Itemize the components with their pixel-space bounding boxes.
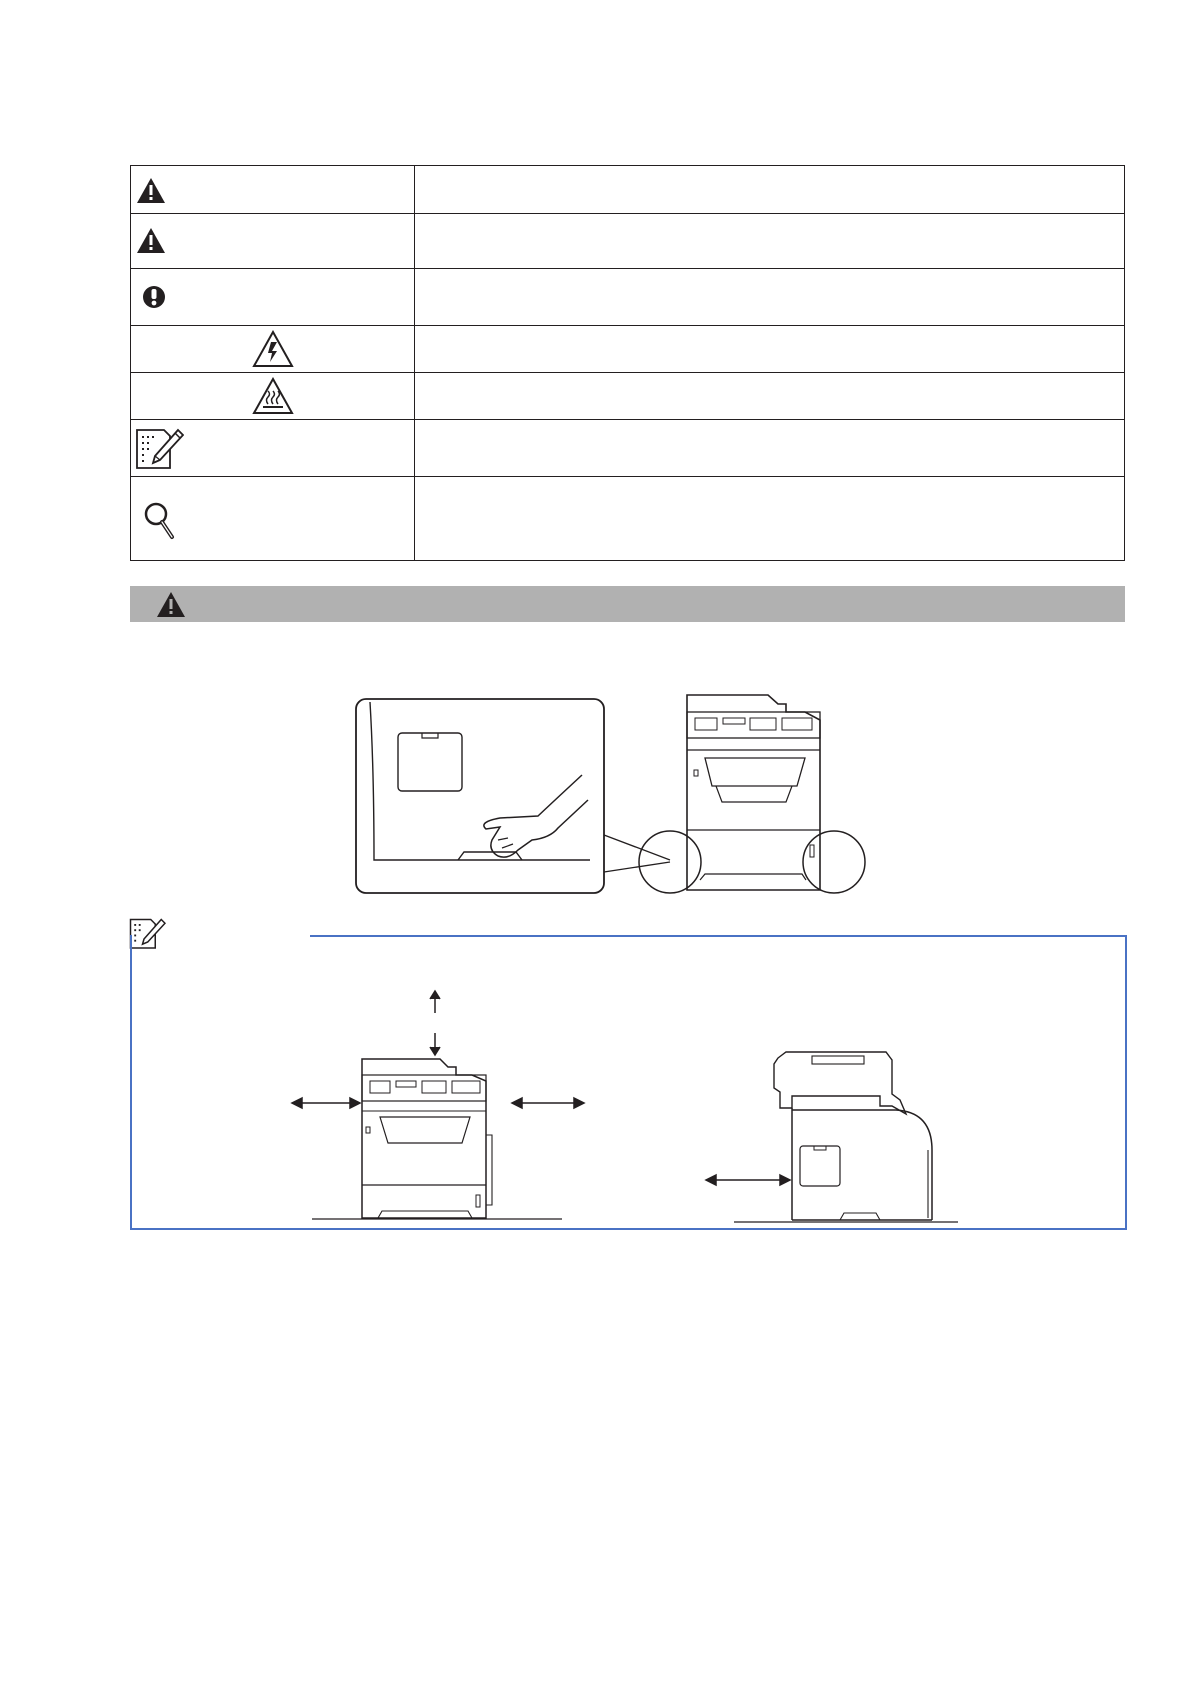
- legend-row-caution: [131, 214, 1125, 269]
- legend-symbol-cell: [131, 214, 415, 269]
- legend-symbol-cell: [131, 420, 415, 477]
- legend-row-hot-surface: [131, 373, 1125, 420]
- important-exclamation-icon: [142, 285, 166, 309]
- legend-description: [415, 326, 1125, 373]
- legend-row-reference: [131, 477, 1125, 561]
- printer-hand-illustration: [350, 690, 910, 900]
- printer-front-clearance-diagram: [290, 985, 590, 1225]
- warning-heading-bar: [130, 586, 1125, 622]
- legend-symbol-cell: [131, 373, 415, 420]
- legend-symbol-cell: [131, 166, 415, 214]
- legend-description: [415, 166, 1125, 214]
- legend-row-warning: [131, 166, 1125, 214]
- legend-symbol-cell: [131, 269, 415, 326]
- electrical-hazard-icon: [252, 330, 294, 368]
- symbol-legend-table: [130, 165, 1125, 561]
- warning-triangle-icon: [156, 591, 186, 618]
- legend-row-electrical: [131, 326, 1125, 373]
- warning-triangle-icon: [136, 177, 166, 204]
- legend-description: [415, 269, 1125, 326]
- legend-row-note: [131, 420, 1125, 477]
- magnifier-icon: [143, 501, 175, 541]
- legend-description: [415, 373, 1125, 420]
- legend-description: [415, 214, 1125, 269]
- caution-triangle-icon: [136, 227, 166, 254]
- legend-symbol-cell: [131, 477, 415, 561]
- note-box-top-border: [310, 935, 1125, 937]
- printer-side-clearance-diagram: [700, 1050, 990, 1225]
- legend-description: [415, 420, 1125, 477]
- legend-row-important: [131, 269, 1125, 326]
- hot-surface-icon: [252, 377, 294, 415]
- legend-symbol-cell: [131, 326, 415, 373]
- note-pencil-icon: [134, 424, 184, 472]
- legend-description: [415, 477, 1125, 561]
